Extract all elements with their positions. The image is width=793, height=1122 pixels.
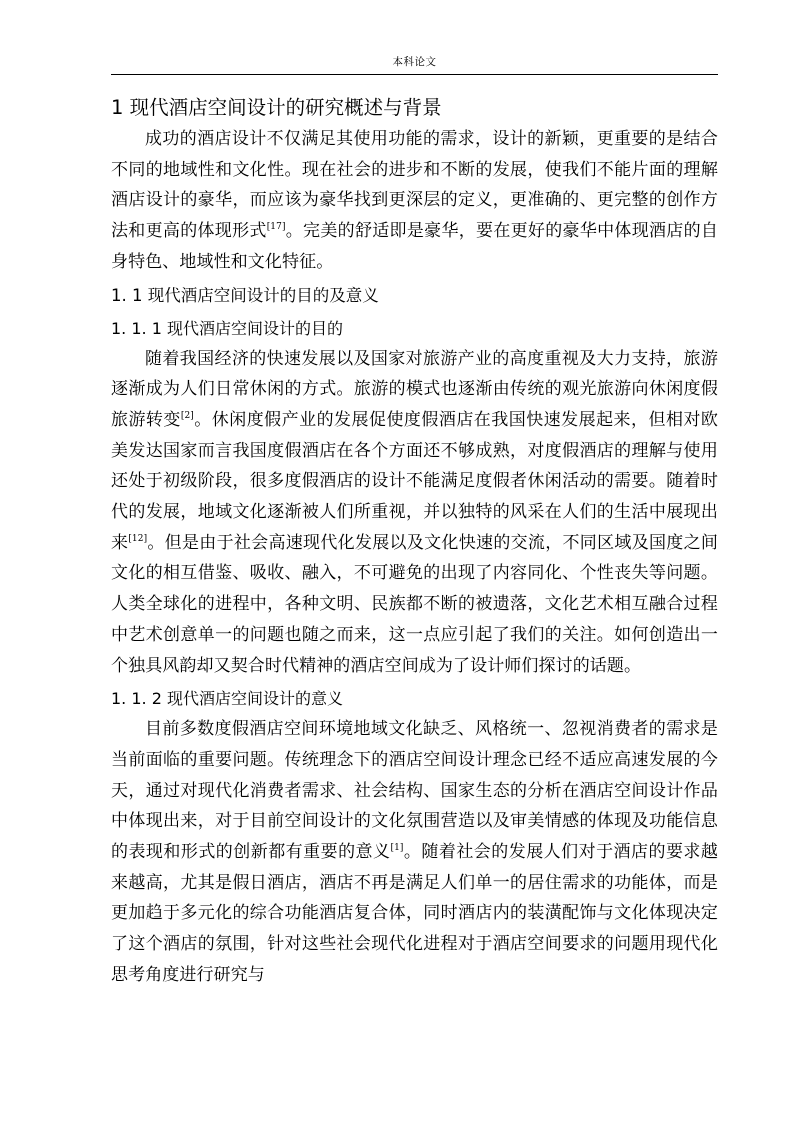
document-body — [111, 92, 718, 991]
paragraph-text: 。随着社会的发展人们对于酒店的要求越来越高，尤其是假日酒店，酒店不再是满足人们单一的居住需求的功能体，而是更加趋于多元化的综合功能酒店复合体，同时酒店内的装潢配饰与文化体现决定了这个酒店的氛围，针对这些社会现代化进程对于酒店空间要求的问题用现代化思考角度进行研究与 — [111, 842, 718, 985]
header-divider — [111, 74, 718, 75]
paragraph-intro — [111, 124, 718, 278]
citation-ref: [1] — [390, 843, 404, 854]
paragraph-text: 。休闲度假产业的发展促使度假酒店在我国快速发展起来，但相对欧美发达国家而言我国度假酒店在各个方面还不够成熟，对度假酒店的理解与使用还处于初级阶段，很多度假酒店的设计不能满足度假者休闲活动的需要。随着时代的发展，地域文化逐渐被人们所重视，并以独特的风采在人们的生活中展现出来 — [111, 409, 718, 553]
paragraph-text: 。完美的舒适即是豪华，要在更好的豪华中体现酒店的自身特色、地域性和文化特征。 — [111, 221, 719, 272]
citation-ref: [17] — [266, 222, 286, 233]
section-heading-1-1-1: 1. 1. 1 现代酒店空间设计的目的 — [111, 318, 343, 338]
paragraph-text: 。但是由于社会高速现代化发展以及文化快速的交流，不同区域及国度之间文化的相互借鉴、吸收、融入，不可避免的出现了内容同化、个性丧失等问题。人类全球化的进程中，各种文明、民族都不断的被遗落，文化艺术相互融合过程中艺术创意单一的问题也随之而来，这一点应引起了我们的关注。如何创造出一个独具风韵却又契合时代精神的酒店空间成为了设计师们探讨的话题。 — [111, 532, 718, 676]
paragraph-text: 目前多数度假酒店空间环境地域文化缺乏、风格统一、忽视消费者的需求是当前面临的重要问题。传统理念下的酒店空间设计理念已经不适应高速发展的今天，通过对现代化消费者需求、社会结构、国家生态的分析在酒店空间设计作品中体现出来，对于目前空间设计的文化氛围营造以及审美情感的体现及功能信息的表现和形式的创新都有重要的意义 — [111, 719, 718, 863]
citation-ref: [12] — [128, 533, 148, 544]
paragraph-significance — [111, 714, 718, 990]
section-heading-1: 1 现代酒店空间设计的研究概述与背景 — [111, 96, 442, 119]
paragraph-text: 随着我国经济的快速发展以及国家对旅游产业的高度重视及大力支持，旅游逐渐成为人们日常休闲的方式。旅游的模式也逐渐由传统的观光旅游向休闲度假旅游转变 — [111, 348, 718, 430]
section-heading-1-1-2: 1. 1. 2 现代酒店空间设计的意义 — [111, 689, 343, 709]
section-heading-1-1: 1. 1 现代酒店空间设计的目的及意义 — [111, 285, 379, 305]
paragraph-purpose — [111, 344, 718, 682]
paragraph-text: 成功的酒店设计不仅满足其使用功能的需求，设计的新颖，更重要的是结合不同的地域性和文化性。现在社会的进步和不断的发展，使我们不能片面的理解酒店设计的豪华，而应该为豪华找到更深层的定义，更准确的、更完整的创作方法和更高的体现形式 — [111, 129, 718, 242]
citation-ref: [2] — [180, 410, 194, 421]
running-header: 本科论文 — [392, 56, 437, 68]
